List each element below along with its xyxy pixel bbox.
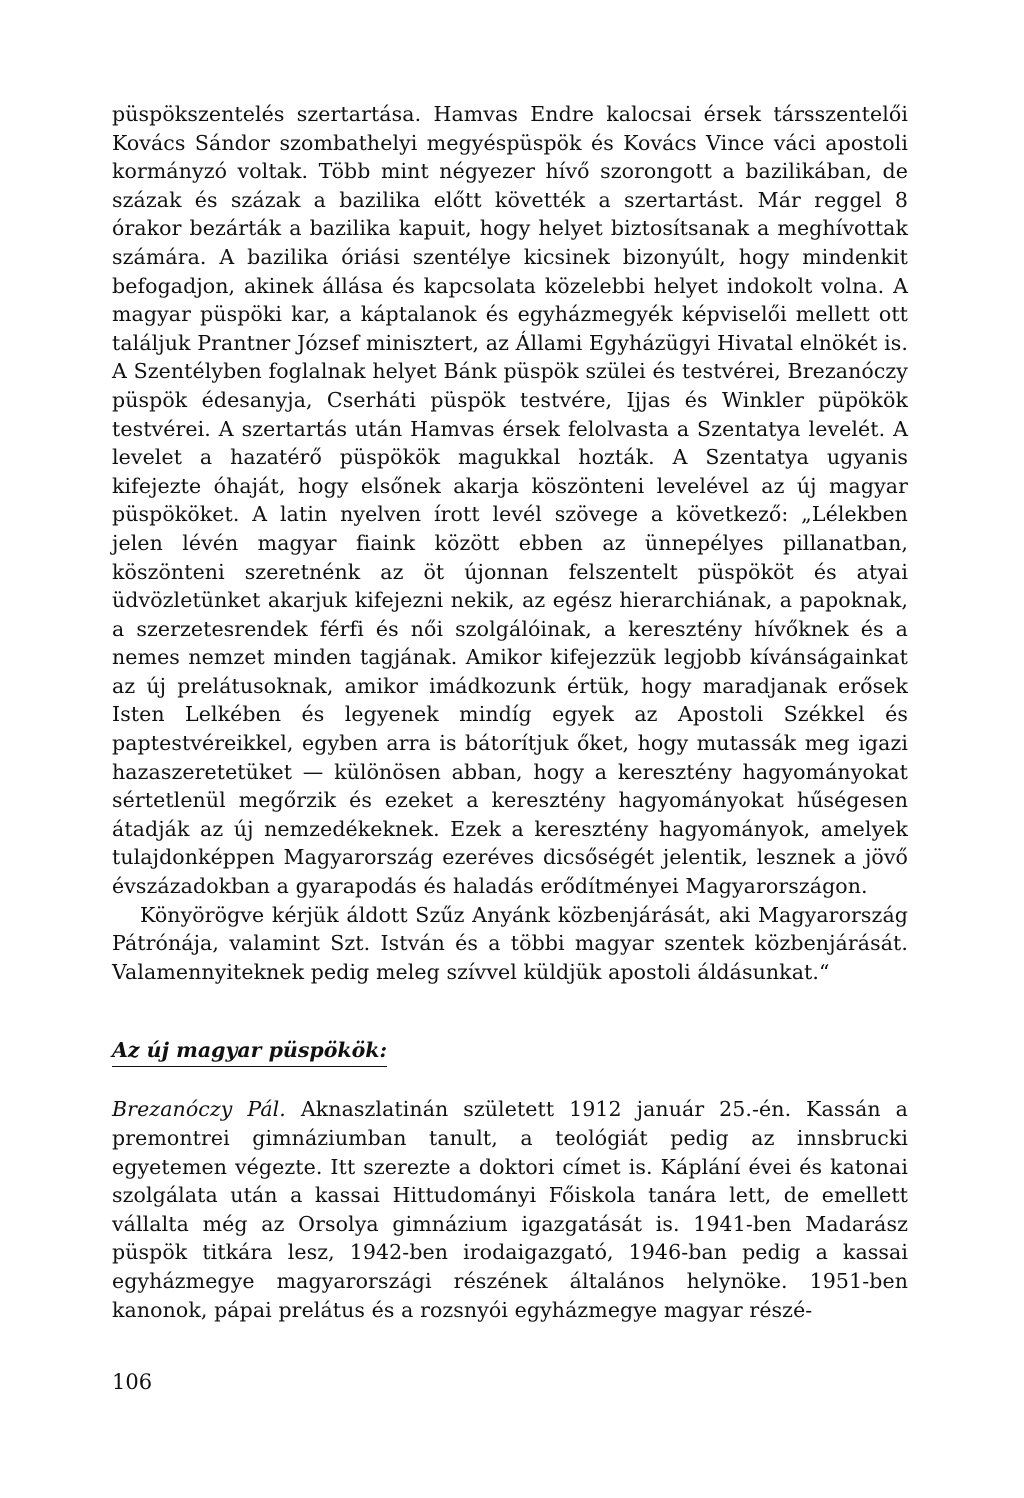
bio-text: Aknaszlatinán született 1912 január 25.-én. Kassán a premontrei gimnáziumban tanult, a teológiát pedig az innsbrucki egyetemen végezte. Itt szerezte a doktori címet is. Káplání évei és katonai szolgálata után a kassai Hittudományi Főiskola tanára lett, de emellett vállalta még az Orsolya gimnázium igazgatását is. 1941-ben Madarász püspök titkára lesz, 1942-ben irodaigazgató, 1946-ban pedig a kassai egyházmegye magyarországi részének általános helynöke. 1951-ben kanonok, pápai prelátus és a rozsnyói egyházmegye magyar részé- [112,1097,908,1322]
body-paragraph-2: Könyörögve kérjük áldott Szűz Anyánk közbenjárását, aki Magyarország Pátrónája, valamint Szt. István és a többi magyar szentek közbenjárását. Valamennyiteknek pedig meleg szívvel küldjük apostoli áldásunkat.“ [112,902,908,984]
bio-paragraph [112,1095,908,1324]
bio-name: Brezanóczy Pál. [112,1097,286,1122]
page-body [112,100,908,1324]
section-heading-wrapper [112,986,908,1067]
page-number: 106 [112,1370,153,1394]
section-heading: Az új magyar püspökök: [112,1036,387,1067]
body-paragraph-1: püspökszentelés szertartása. Hamvas Endre kalocsai érsek társszentelői Kovács Sándor szombathelyi megyéspüspök és Kovács Vince váci apostoli kormányzó voltak. Több mint négyezer hívő szorongott a bazilikában, de százak és százak a bazilika előtt követték a szertartást. Már reggel 8 órakor bezárták a bazilika kapuit, hogy helyet biztosítsanak a meghívottak számára. A bazilika óriási szentélye kicsinek bizonyúlt, hogy mindenkit befogadjon, akinek állása és kapcsolata közelebbi helyet indokolt volna. A magyar püspöki kar, a káptalanok és egyházmegyék képviselői mellett ott találjuk Prantner József minisztert, az Állami Egyházügyi Hivatal elnökét is. A Szentélyben foglalnak helyet Bánk püspök szülei és testvérei, Brezanóczy püspök édesanyja, Cserháti püspök testvére, Ijjas és Winkler püpökök testvérei. A szertartás után Hamvas érsek felolvasta a Szentatya levelét. A levelet a hazatérő püspökök magukkal hozták. A Szentatya ugyanis kifejezte óhaját, hogy elsőnek akarja köszönteni levelével az új magyar püspököket. A latin nyelven írott levél szövege a következő: „Lélekben jelen lévén magyar fiaink között ebben az ünnepélyes pillanatban, köszönteni szeretnénk az öt újonnan felszentelt püspököt és atyai üdvözletünket akarjuk kifejezni nekik, az egész hierarchiának, a papoknak, a szerzetesrendek férfi és női szolgálóinak, a keresztény hívőknek és a nemes nemzet minden tagjának. Amikor kifejezzük legjobb kívánságainkat az új prelátusoknak, amikor imádkozunk értük, hogy maradjanak erősek Isten Lelkében és legyenek mindíg egyek az Apostoli Székkel és paptestvéreikkel, egyben arra is bátorítjuk őket, hogy mutassák meg igazi hazaszeretetüket — különösen abban, hogy a keresztény hagyományokat sértetlenül megőrzik és ezeket a keresztény hagyományokat hűségesen átadják az új nemzedékeknek. Ezek a keresztény hagyományok, amelyek tulajdonképpen Magyarország ezeréves dicsőségét jelentik, lesznek a jövő évszázadokban a gyarapodás és haladás erődítményei Magyarországon. [112,102,908,899]
